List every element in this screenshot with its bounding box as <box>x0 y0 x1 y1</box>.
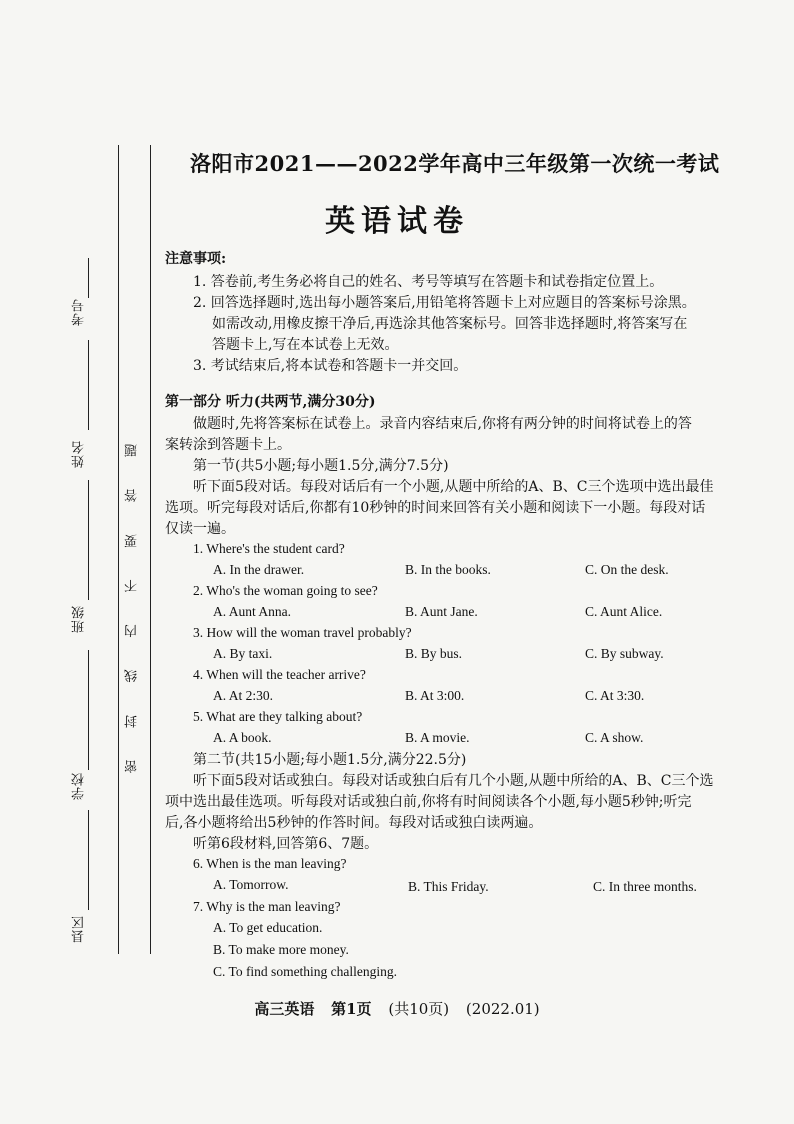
notes-heading: 注意事项: <box>165 251 227 267</box>
footer-page: 第1页 <box>331 1000 372 1018</box>
seal-note: 密 封 线 内 不 要 答 题 <box>125 430 140 773</box>
section1-instructions: 仅读一遍。 <box>165 521 235 537</box>
section2-instructions: 项中选出最佳选项。听每段对话或独白前,你将有时间阅读各个小题,每小题5秒钟;听完 <box>165 794 692 810</box>
question-5: 5. What are they talking about? <box>193 709 363 724</box>
note-item: 3. 考试结束后,将本试卷和答题卡一并交回。 <box>193 358 468 374</box>
q4-option-a: A. At 2:30. <box>213 688 274 703</box>
section1-instructions: 选项。听完每段对话后,你都有10秒钟的时间来回答有关小题和阅读下一小题。每段对话 <box>165 500 706 516</box>
part1-intro: 做题时,先将答案标在试卷上。录音内容结束后,你将有两分钟的时间将试卷上的答 <box>193 416 692 432</box>
footer-subject: 高三英语 <box>254 1000 315 1018</box>
name-underline <box>88 340 89 430</box>
exam-no-underline <box>88 258 89 298</box>
note-item: 如需改动,用橡皮擦干净后,再选涂其他答案标号。回答非选择题时,将答案写在 <box>212 316 688 332</box>
binding-column <box>0 0 150 1124</box>
q4-option-c: C. At 3:30. <box>585 688 645 703</box>
q2-option-b: B. Aunt Jane. <box>405 604 478 619</box>
school-label: 学校 <box>72 772 87 800</box>
q2-option-c: C. Aunt Alice. <box>585 604 663 619</box>
q6-option-a: A. Tomorrow. <box>213 877 289 892</box>
section2-instructions: 后,各小题将给出5秒钟的作答时间。每段对话或独白读两遍。 <box>165 815 543 831</box>
note-item: 2. 回答选择题时,选出每小题答案后,用铅笔将答题卡上对应题目的答案标号涂黑。 <box>193 295 696 311</box>
q2-option-a: A. Aunt Anna. <box>213 604 292 619</box>
exam-title: 洛阳市2021——2022学年高中三年级第一次统一考试 <box>190 151 720 176</box>
page-footer <box>0 998 794 1019</box>
q6-option-b: B. This Friday. <box>408 879 489 894</box>
q3-option-b: B. By bus. <box>405 646 463 661</box>
subject-title: 英语试卷 <box>325 204 469 239</box>
q1-option-c: C. On the desk. <box>585 562 669 577</box>
exam-no-label: 考号 <box>72 298 87 326</box>
q4-option-b: B. At 3:00. <box>405 688 465 703</box>
seal-line-inner <box>150 145 151 954</box>
question-6: 6. When is the man leaving? <box>193 856 347 871</box>
section2-heading: 第二节(共15小题;每小题1.5分,满分22.5分) <box>193 752 467 768</box>
name-label: 姓名 <box>72 440 87 468</box>
section1-instructions: 听下面5段对话。每段对话后有一个小题,从题中所给的A、B、C三个选项中选出最佳 <box>193 479 714 495</box>
footer-total: (共10页) <box>388 1000 450 1018</box>
q5-option-c: C. A show. <box>585 730 644 745</box>
section1-heading: 第一节(共5小题;每小题1.5分,满分7.5分) <box>193 458 449 474</box>
county-label: 县区 <box>72 915 87 943</box>
footer-date: (2022.01) <box>465 1000 540 1018</box>
q7-option-b: B. To make more money. <box>213 942 349 957</box>
note-item: 1. 答卷前,考生务必将自己的姓名、考号等填写在答题卡和试卷指定位置上。 <box>193 274 664 290</box>
seal-line-outer <box>118 145 119 954</box>
question-4: 4. When will the teacher arrive? <box>193 667 366 682</box>
section2-instructions: 听下面5段对话或独白。每段对话或独白后有几个小题,从题中所给的A、B、C三个选 <box>193 773 714 789</box>
question-3: 3. How will the woman travel probably? <box>193 625 412 640</box>
question-2: 2. Who's the woman going to see? <box>193 583 378 598</box>
county-underline <box>88 810 89 910</box>
class-underline <box>88 480 89 600</box>
q3-option-a: A. By taxi. <box>213 646 273 661</box>
question-7: 7. Why is the man leaving? <box>193 899 341 914</box>
q3-option-c: C. By subway. <box>585 646 664 661</box>
part1-intro: 案转涂到答题卡上。 <box>165 437 291 453</box>
school-underline <box>88 650 89 770</box>
question-1: 1. Where's the student card? <box>193 541 345 556</box>
q7-option-a: A. To get education. <box>213 920 323 935</box>
section2-material: 听第6段材料,回答第6、7题。 <box>193 836 379 852</box>
q1-option-a: A. In the drawer. <box>213 562 305 577</box>
note-item: 答题卡上,写在本试卷上无效。 <box>212 337 399 353</box>
q5-option-b: B. A movie. <box>405 730 470 745</box>
class-label: 班级 <box>72 605 87 633</box>
q6-option-c: C. In three months. <box>593 879 697 894</box>
q5-option-a: A. A book. <box>213 730 272 745</box>
part1-heading: 第一部分 听力(共两节,满分30分) <box>165 394 376 410</box>
q7-option-c: C. To find something challenging. <box>213 964 398 979</box>
q1-option-b: B. In the books. <box>405 562 491 577</box>
